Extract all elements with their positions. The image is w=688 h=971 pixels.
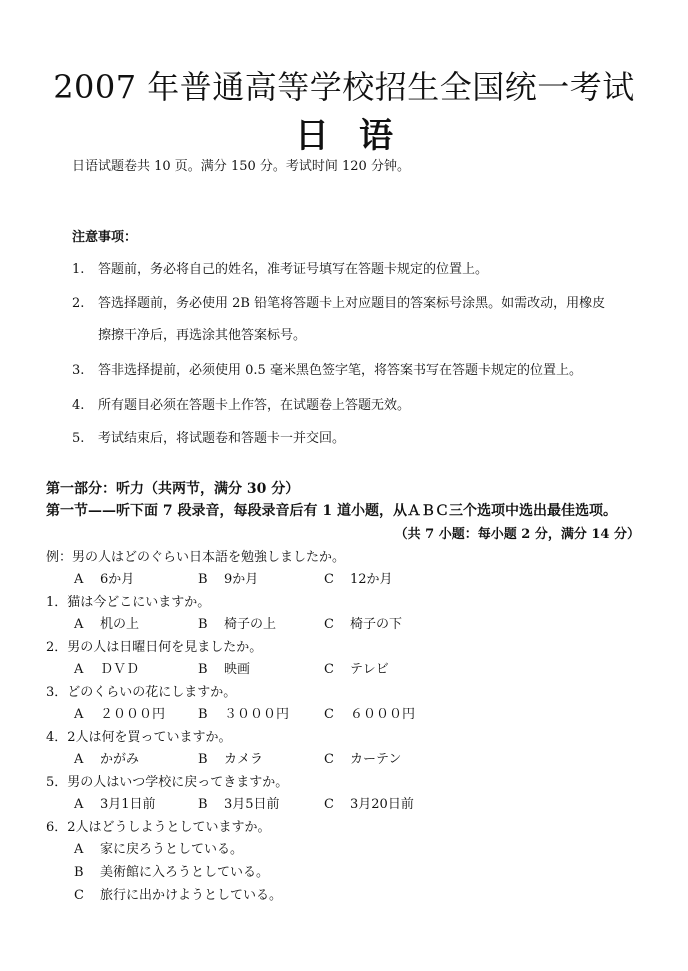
exam-title: 2007 年普通高等学校招生全国统一考试: [53, 68, 635, 106]
note-item: 5. 考试结束后，将试题卷和答题卡一并交回。: [72, 431, 346, 446]
note-item: 2. 答选择题前，务必使用 2B 铅笔将答题卡上对应题目的答案标号涂黑。如需改动，用橡皮: [72, 296, 606, 311]
question-text: 5．男の人はいつ学校に戻ってきますか。: [46, 775, 289, 790]
note-item: 3. 答非选择提前，必须使用 0.5 毫米黑色签字笔，将答案书写在答题卡规定的位置上。: [72, 363, 582, 378]
option-c: C 椅子の下: [324, 617, 403, 632]
option-b: B 椅子の上: [198, 617, 277, 632]
option-c: C カーテン: [324, 752, 402, 767]
option-a: A 家に戻ろうとしている。: [74, 842, 244, 857]
exam-intro: 日语试题卷共 10 页。满分 150 分。考试时间 120 分钟。: [72, 159, 410, 174]
part1-heading: 第一部分：听力（共两节，满分 30 分）: [46, 481, 300, 497]
question-text: 1．猫は今どこにいますか。: [46, 595, 211, 610]
option-a: A ＤＶＤ: [74, 662, 140, 677]
question-text: 2．男の人は日曜日何を見ましたか。: [46, 640, 263, 655]
question-text: 6．2人はどうしようとしていますか。: [46, 820, 271, 835]
option-a: A 机の上: [74, 617, 140, 632]
question-text: 3．どのくらいの花にしますか。: [46, 685, 237, 700]
option-b: B 9か月: [198, 572, 259, 587]
question-text: 例：男の人はどのぐらい日本語を勉強しましたか。: [46, 550, 346, 565]
option-a: A ２０００円: [74, 707, 166, 722]
option-a: A 6か月: [74, 572, 135, 587]
note-item: 1. 答题前，务必将自己的姓名，准考证号填写在答题卡规定的位置上。: [72, 262, 489, 277]
option-b: B 美術館に入ろうとしている。: [74, 865, 270, 880]
option-c: C 3月20日前: [324, 797, 414, 812]
option-c: C テレビ: [324, 662, 389, 677]
option-c: C 12か月: [324, 572, 393, 587]
option-b: B カメラ: [198, 752, 264, 767]
option-c: C 旅行に出かけようとしている。: [74, 888, 283, 903]
section1-instruction: 第一节——听下面 7 段录音，每段录音后有 1 道小题，从ＡＢＣ三个选项中选出最佳选项。: [46, 503, 617, 519]
section1-points: （共 7 小题：每小题 2 分，满分 14 分）: [394, 527, 640, 542]
option-a: A 3月1日前: [74, 797, 156, 812]
note-item: 4. 所有题目必须在答题卡上作答，在试题卷上答题无效。: [72, 398, 411, 413]
option-b: B 映画: [198, 662, 251, 677]
option-b: B ３０００円: [198, 707, 290, 722]
note-item-continuation: 擦擦干净后，再选涂其他答案标号。: [98, 328, 307, 343]
option-a: A かがみ: [74, 752, 140, 767]
question-text: 4．2人は何を買っていますか。: [46, 730, 232, 745]
option-c: C ６０００円: [324, 707, 416, 722]
option-b: B 3月5日前: [198, 797, 280, 812]
subject-title: 日语: [295, 116, 423, 156]
notes-heading: 注意事项：: [72, 230, 138, 245]
